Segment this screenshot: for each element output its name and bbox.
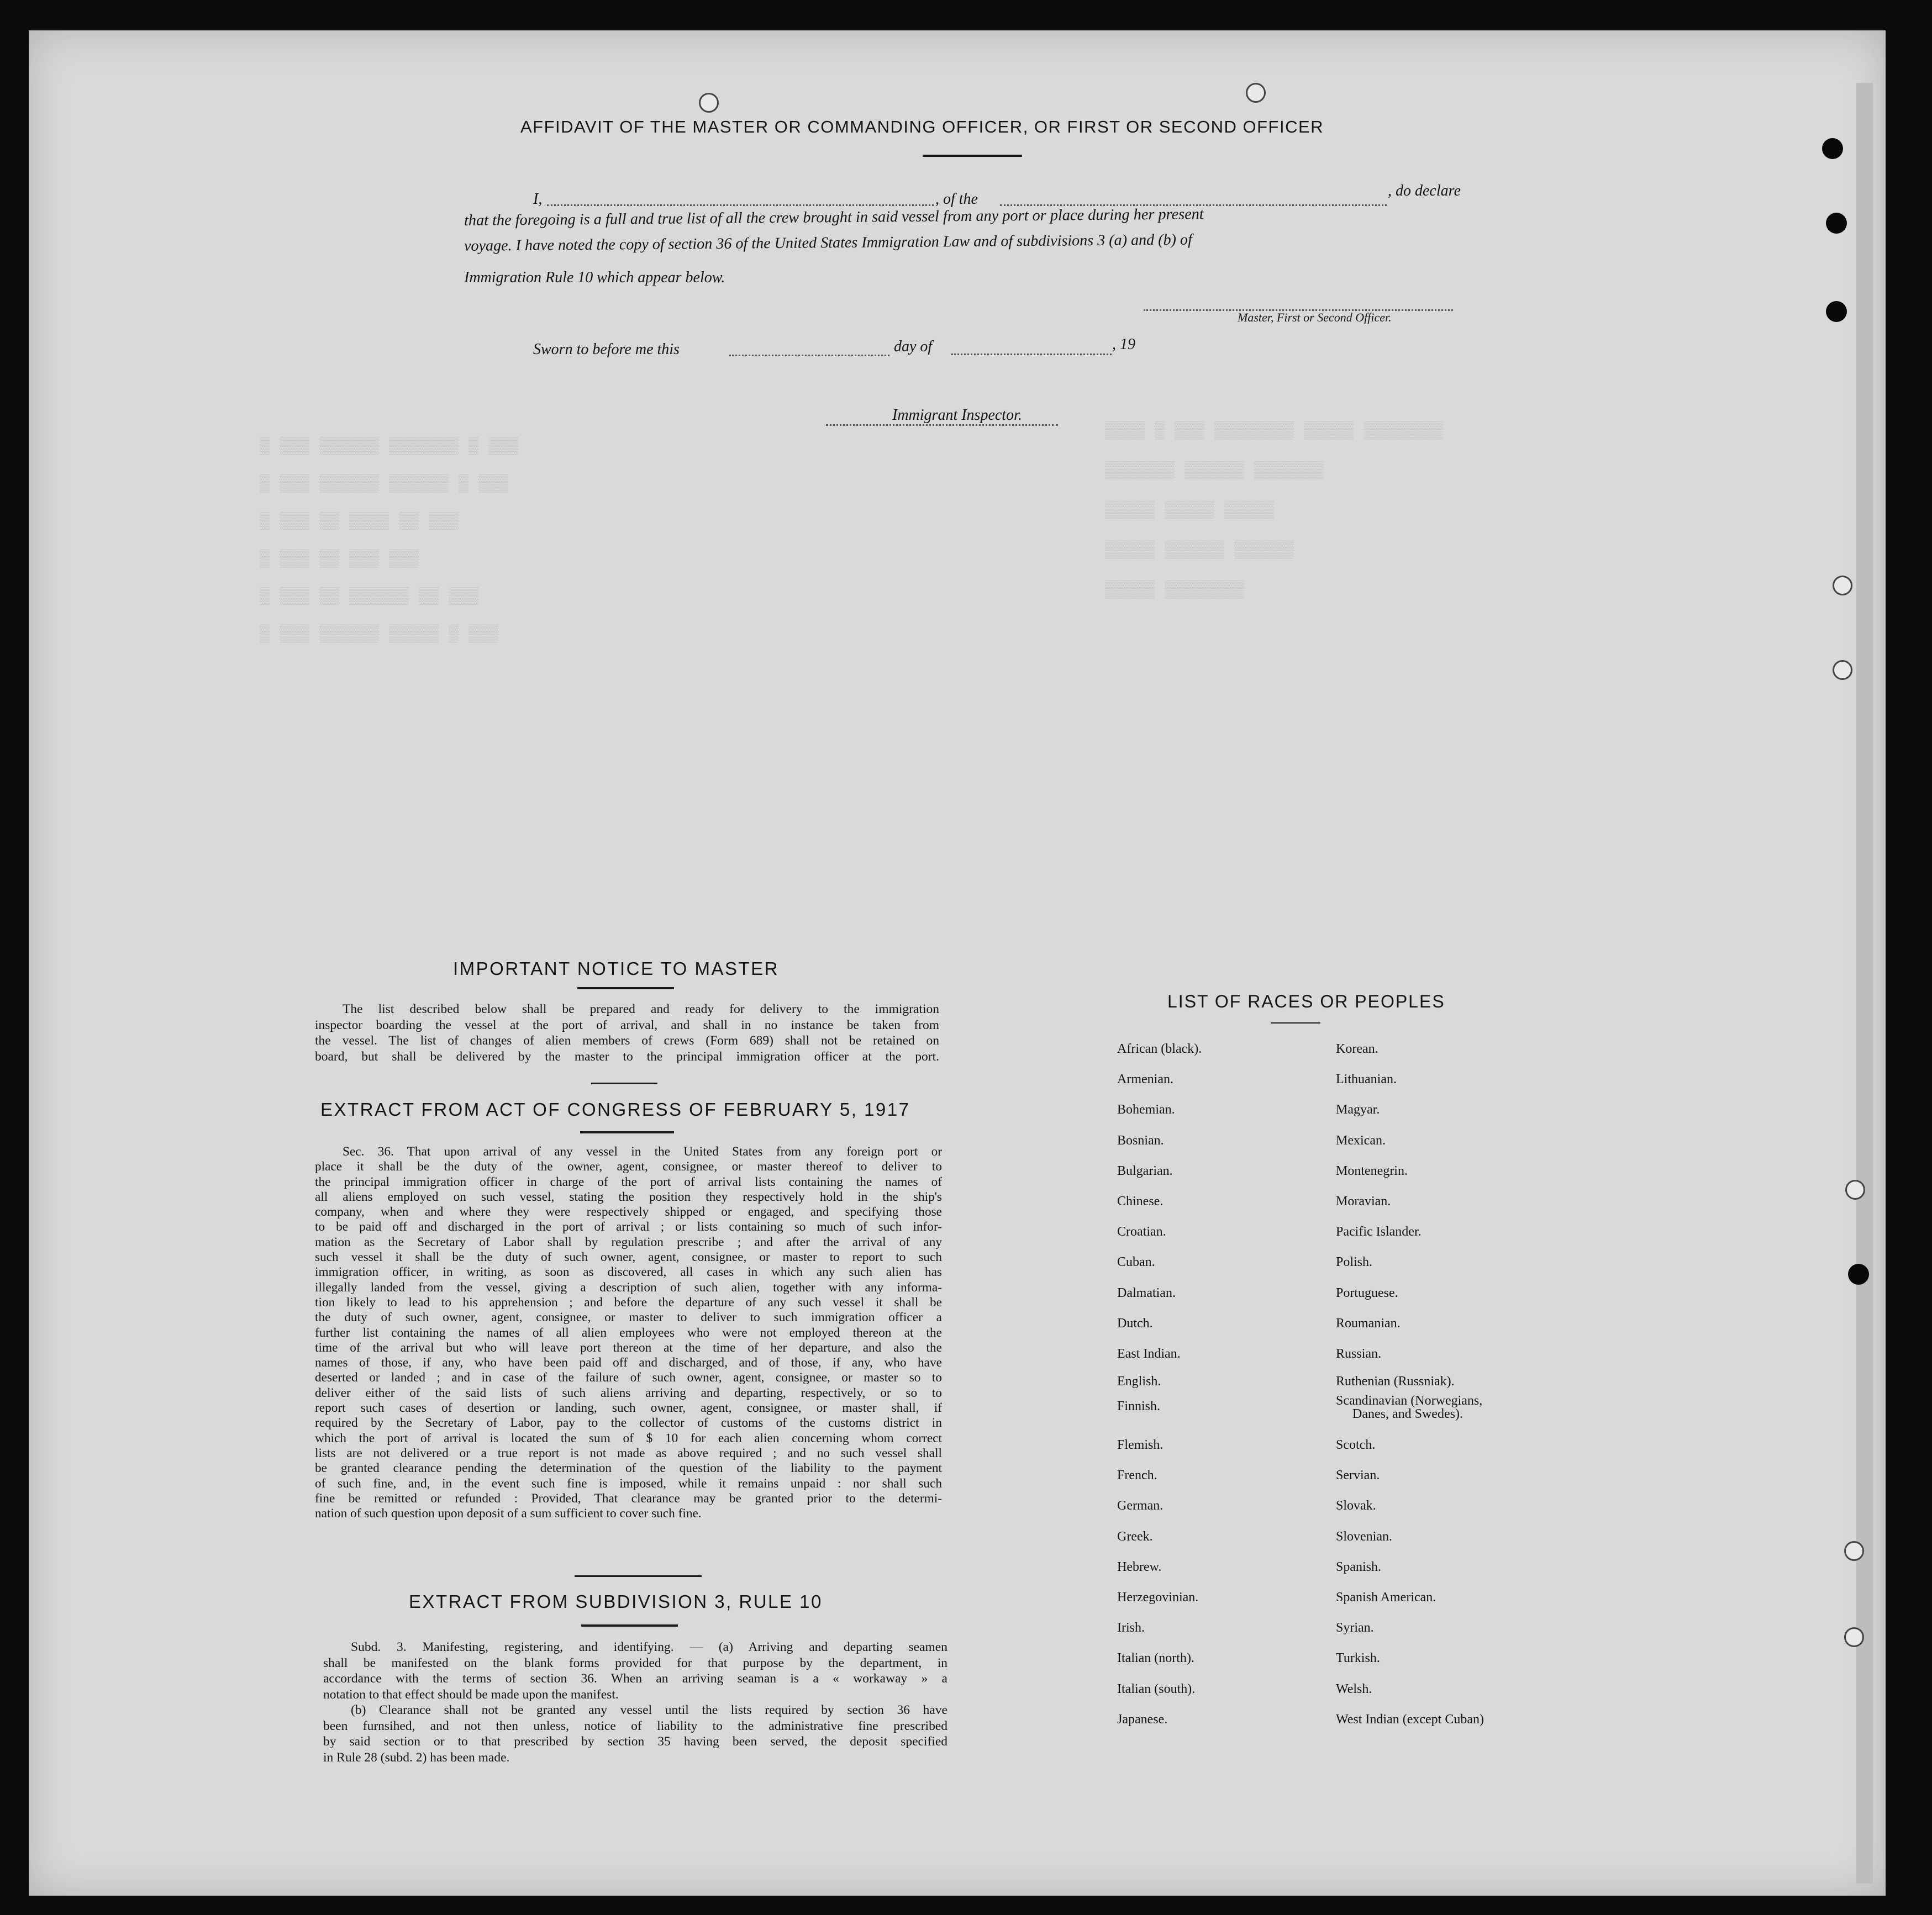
act-line: fine be remitted or refunded : Provided, That clearance may be granted prior to the determi- <box>315 1491 942 1506</box>
act-rule <box>575 1575 702 1577</box>
race-item: Turkish. <box>1336 1651 1380 1666</box>
act-line: the principal immigration officer in charge of the port of arrival lists containing the names of <box>315 1174 942 1189</box>
act-line: required by the Secretary of Labor, pay to the collector of customs of the customs district in <box>315 1416 942 1431</box>
act-line: further list containing the names of all alien employees who were not employed thereon at the <box>315 1325 942 1340</box>
race-item: African (black). <box>1117 1042 1202 1056</box>
act-line: illegally landed from the vessel, giving a description of such alien, together with any informa- <box>315 1280 942 1295</box>
race-item: Scandinavian (Norwegians, <box>1336 1394 1483 1408</box>
race-item: Dutch. <box>1117 1316 1153 1331</box>
rule-line: notation to that effect should be made upon the manifest. <box>323 1687 619 1702</box>
race-item: Cuban. <box>1117 1255 1155 1270</box>
race-item: Greek. <box>1117 1529 1153 1544</box>
affidavit-prefix: I, <box>533 191 543 208</box>
punch-hole-7 <box>699 93 719 113</box>
race-item: Chinese. <box>1117 1194 1164 1209</box>
punch-hole-8 <box>1246 83 1266 103</box>
race-item: Herzegovinian. <box>1117 1590 1199 1605</box>
act-line: names of those, if any, who have been paid off and discharged, and of those, if any, who have <box>315 1355 942 1370</box>
affidavit-of-the: , of the <box>935 191 978 208</box>
sworn-month-field[interactable] <box>951 354 1112 355</box>
act-line: deserted or landed ; and in case of the failure of such owner, agent, consignee, or master so to <box>315 1370 942 1385</box>
act-line: mation as the Secretary of Labor shall by regulation prescribe ; and after the arrival of any <box>315 1235 942 1249</box>
sworn-label: Sworn to before me this <box>533 341 680 358</box>
act-line: such vessel it shall be the duty of such owner, agent, consignee, or master to report to such <box>315 1250 942 1265</box>
inspector-caption: Immigrant Inspector. <box>892 407 1022 424</box>
race-item: Bulgarian. <box>1117 1163 1173 1178</box>
race-item: Slovak. <box>1336 1499 1376 1513</box>
act-line: tion likely to lead to his apprehension ; and before the departure of any such vessel it shall be <box>315 1295 942 1310</box>
sworn-day-field[interactable] <box>729 355 889 356</box>
affidavit-line-3: Immigration Rule 10 which appear below. <box>464 269 725 286</box>
rule-line: by said section or to that prescribed by section 35 having been served, the deposit specified <box>323 1734 947 1749</box>
act-line: be granted clearance pending the determination of the question of the liability to the payment <box>315 1461 942 1476</box>
race-item: Korean. <box>1336 1042 1378 1056</box>
rule-line: shall be manifested on the blank forms provided for that purpose by the department, in <box>323 1655 947 1670</box>
race-item: Danes, and Swedes). <box>1352 1407 1463 1422</box>
notice-line: inspector boarding the vessel at the port of arrival, and shall in no instance be taken from <box>315 1017 939 1032</box>
race-item: English. <box>1117 1374 1161 1389</box>
race-item: Magyar. <box>1336 1102 1380 1117</box>
race-item: Bohemian. <box>1117 1102 1175 1117</box>
notice-line: board, but shall be delivered by the master to the principal immigration officer at the port. <box>315 1049 939 1064</box>
race-item: Mexican. <box>1336 1133 1386 1148</box>
race-item: Ruthenian (Russniak). <box>1336 1374 1455 1389</box>
race-item: Spanish American. <box>1336 1590 1436 1605</box>
act-line: lists are not delivered or a true report is not made as above required ; and no such vessel shall <box>315 1446 942 1460</box>
punch-hole-3 <box>1845 1180 1865 1200</box>
act-line: report such cases of desertion or landing, such owner, agent, consignee, or master shall, if <box>315 1401 942 1416</box>
race-item: Finnish. <box>1117 1399 1161 1414</box>
race-item: German. <box>1117 1499 1164 1513</box>
punch-hole-1 <box>1833 576 1852 595</box>
race-item: Moravian. <box>1336 1194 1391 1209</box>
race-item: Servian. <box>1336 1468 1380 1483</box>
binding-hole-3 <box>1826 301 1847 322</box>
sheet-edge <box>1856 83 1873 1884</box>
race-item: Portuguese. <box>1336 1285 1398 1300</box>
race-item: Dalmatian. <box>1117 1285 1176 1300</box>
race-item: Scotch. <box>1336 1438 1376 1453</box>
race-item: East Indian. <box>1117 1346 1181 1361</box>
race-item: Irish. <box>1117 1621 1145 1636</box>
notice-line: The list described below shall be prepared and ready for delivery to the immigration <box>343 1002 939 1016</box>
binding-hole-2 <box>1826 213 1847 234</box>
act-line: Sec. 36. That upon arrival of any vessel in the United States from any foreign port or <box>343 1144 942 1159</box>
rule-line: (b) Clearance shall not be granted any vessel until the lists required by section 36 have <box>351 1703 947 1717</box>
notice-title-rule <box>577 987 674 989</box>
affidavit-title: AFFIDAVIT OF THE MASTER OR COMMANDING OFFICER, OR FIRST OR SECOND OFFICER <box>520 117 1324 136</box>
notice-body <box>315 1001 939 1065</box>
race-item: Armenian. <box>1117 1072 1173 1087</box>
affidavit-title-rule <box>923 155 1022 157</box>
rule-line: accordance with the terms of section 36. When an arriving seaman is a « workaway » a <box>323 1671 947 1686</box>
act-line: to be paid off and discharged in the port of arrival ; or lists containing so much of such infor- <box>315 1220 942 1235</box>
race-item: Syrian. <box>1336 1621 1374 1636</box>
race-item: West Indian (except Cuban) <box>1336 1712 1484 1727</box>
notice-rule <box>591 1083 657 1084</box>
race-item: Bosnian. <box>1117 1133 1164 1148</box>
bleed-through-right: ▒▒▒▒ ▒ ▒▒▒ ▒▒▒▒▒▒▒▒ ▒▒▒▒▒ ▒▒▒▒▒▒▒▒ ▒▒▒▒▒▒▒ ▒▒▒▒▒▒ ▒▒▒▒▒▒▒ ▒▒▒▒▒ ▒▒▒▒▒ ▒▒▒▒▒ ▒▒▒▒▒ ▒▒▒▒▒▒ ▒▒▒▒▒▒ ▒▒▒▒▒ ▒▒▒▒▒▒▒▒ <box>1105 422 1444 600</box>
act-line: all aliens employed on such vessel, stating the position they respectively hold in the ship's <box>315 1189 942 1204</box>
race-item: Italian (north). <box>1117 1651 1194 1666</box>
act-line: place it shall be the duty of the owner, agent, consignee, or master thereof to deliver to <box>315 1159 942 1174</box>
act-line: time of the arrival but who will leave port thereon at the time of her departure, and also the <box>315 1340 942 1355</box>
race-item: French. <box>1117 1468 1157 1483</box>
race-item: Japanese. <box>1117 1712 1168 1727</box>
race-item: Italian (south). <box>1117 1681 1196 1696</box>
race-item: Russian. <box>1336 1346 1382 1361</box>
act-title: EXTRACT FROM ACT OF CONGRESS OF FEBRUARY 5, 1917 <box>320 1099 910 1120</box>
race-item: Slovenian. <box>1336 1529 1392 1544</box>
rule-line: been furnsihed, and not then unless, notice of liability to the administrative fine prescribed <box>323 1718 947 1733</box>
notice-line: the vessel. The list of changes of alien members of crews (Form 689) shall not be retained on <box>315 1033 939 1048</box>
day-of-label: day of <box>894 338 933 355</box>
race-item: Pacific Islander. <box>1336 1225 1422 1239</box>
race-item: Lithuanian. <box>1336 1072 1397 1087</box>
act-line: immigration officer, in writing, as soon as discovered, all cases in which any such alien has <box>315 1265 942 1280</box>
affidavit-do-declare: , do declare <box>1388 182 1461 199</box>
race-item: Spanish. <box>1336 1559 1382 1574</box>
punch-hole-5 <box>1844 1541 1864 1561</box>
race-item: Montenegrin. <box>1336 1163 1408 1178</box>
race-item: Welsh. <box>1336 1681 1372 1696</box>
race-item: Croatian. <box>1117 1225 1166 1239</box>
races-title: LIST OF RACES OR PEOPLES <box>1167 991 1445 1011</box>
races-left-column <box>1117 1034 1202 1735</box>
manifest-sheet <box>29 30 1886 1896</box>
rule-line: in Rule 28 (subd. 2) has been made. <box>323 1750 510 1765</box>
affidavit-line-1: that the foregoing is a full and true list of all the crew brought in said vessel from any port or place during her present <box>464 205 1204 229</box>
binding-hole-1 <box>1822 138 1843 159</box>
act-line: the duty of such owner, agent, consignee, or master to deliver to such immigration officer a <box>315 1310 942 1325</box>
race-item: Hebrew. <box>1117 1559 1162 1574</box>
act-line: of such fine, and, in the event such fine is imposed, while it remains unpaid : nor shall such <box>315 1476 942 1491</box>
punch-hole-6 <box>1844 1627 1864 1647</box>
act-body <box>315 1144 942 1521</box>
rule-title: EXTRACT FROM SUBDIVISION 3, RULE 10 <box>409 1591 823 1612</box>
master-caption: Master, First or Second Officer. <box>1238 310 1392 324</box>
act-line: deliver either of the said lists of such aliens arriving and departing, respectively, or so to <box>315 1385 942 1400</box>
punch-hole-2 <box>1833 660 1852 680</box>
declarant-name-field[interactable] <box>547 204 934 206</box>
notice-title: IMPORTANT NOTICE TO MASTER <box>453 958 780 979</box>
races-title-rule <box>1271 1022 1320 1024</box>
punch-hole-4 <box>1848 1264 1869 1285</box>
rule-title-rule <box>581 1624 678 1627</box>
race-item: Roumanian. <box>1336 1316 1401 1331</box>
rule-body <box>323 1639 947 1765</box>
act-line: nation of such question upon deposit of a sum sufficient to cover such fine. <box>315 1506 702 1521</box>
race-item: Flemish. <box>1117 1438 1164 1453</box>
race-item: Polish. <box>1336 1255 1373 1270</box>
bleed-through: ▒ ▒▒▒ ▒▒▒▒▒▒ ▒▒▒▒▒▒▒ ▒ ▒▒▒ ▒ ▒▒▒ ▒▒▒▒▒▒ ▒▒▒▒▒▒ ▒ ▒▒▒ ▒ ▒▒▒ ▒▒ ▒▒▒▒ ▒▒ ▒▒▒ ▒ ▒▒▒ ▒▒ ▒▒▒ ▒▒▒ ▒ ▒▒▒ ▒▒ ▒▒▒▒▒▒ ▒▒ ▒▒▒ ▒ ▒▒▒ ▒▒▒▒▒▒ ▒▒▒▒▒ ▒ ▒▒▒ <box>260 437 519 644</box>
act-line: company, when and where they were respectively shipped or engaged, and specifying those <box>315 1205 942 1220</box>
affidavit-line-2: voyage. I have noted the copy of section 36 of the United States Immigration Law and of subdivisions 3 (a) and (b) of <box>464 231 1192 255</box>
inspector-signature-field[interactable] <box>826 424 1058 426</box>
rule-line: Subd. 3. Manifesting, registering, and identifying. — (a) Arriving and departing seamen <box>351 1640 947 1654</box>
act-line: which the port of arrival is located the sum of $ 10 for each alien concerning whom correct <box>315 1431 942 1446</box>
act-title-rule <box>580 1131 674 1133</box>
year-label: , 19 <box>1112 336 1135 353</box>
races-right-column <box>1336 1034 1484 1735</box>
